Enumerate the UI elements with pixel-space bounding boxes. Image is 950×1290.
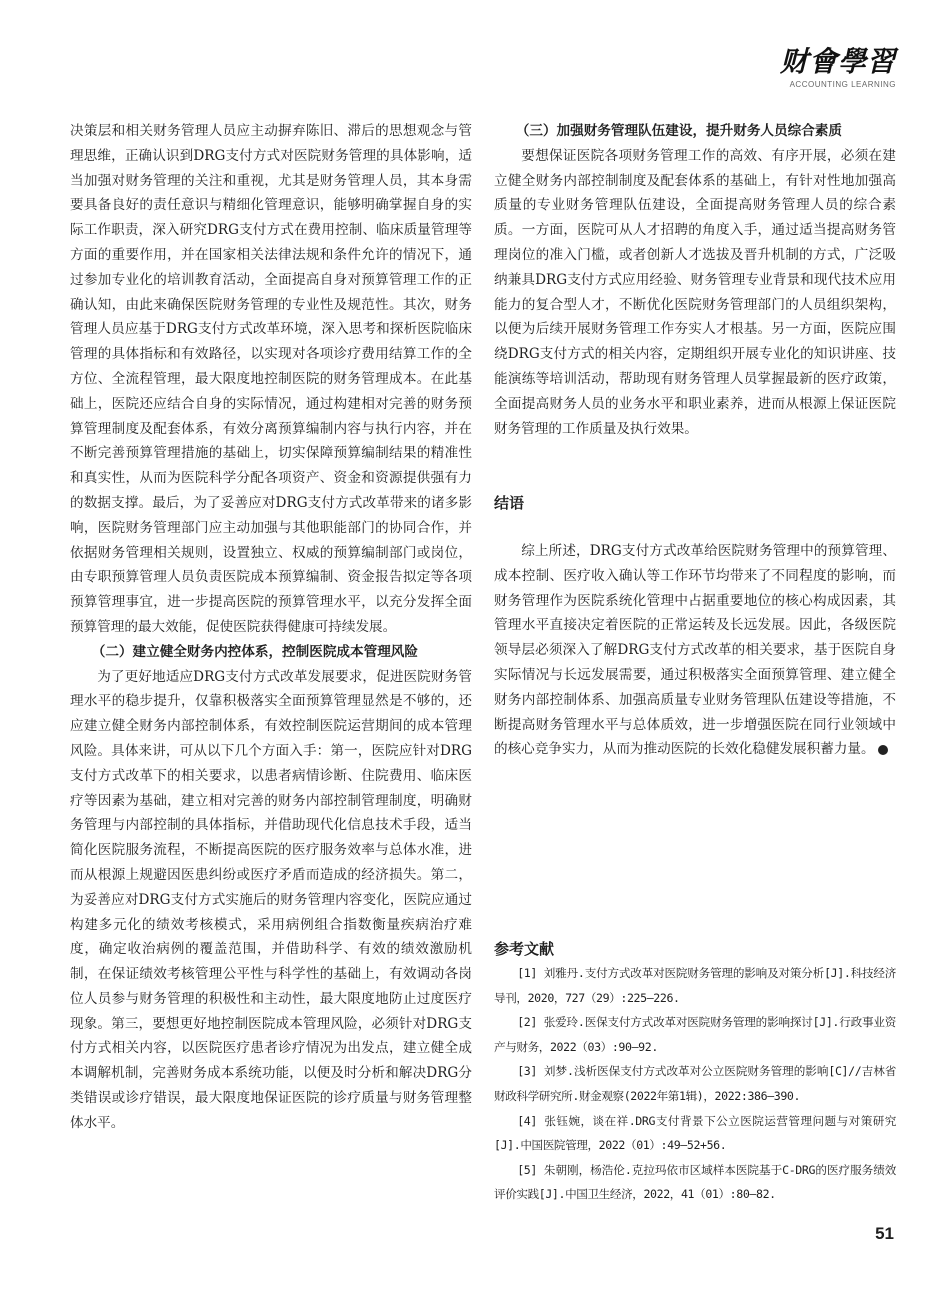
end-of-article-icon [878, 745, 888, 755]
references-section [494, 938, 896, 1207]
conclusion-paragraph [494, 539, 896, 762]
reference-item: [1] 刘雅丹.支付方式改革对医院财务管理的影响及对策分析[J].科技经济导刊，2020，727（29）:225–226. [494, 966, 896, 1005]
reference-item: [2] 张爱玲.医保支付方式改革对医院财务管理的影响探讨[J].行政事业资产与财务，2022（03）:90–92. [494, 1015, 896, 1054]
reference-item: [5] 朱朝刚，杨浩伦.克拉玛依市区域样本医院基于C-DRG的医疗服务绩效评价实践[J].中国卫生经济，2022，41（01）:80–82. [494, 1162, 896, 1202]
section-subheading: （三）加强财务管理队伍建设，提升财务人员综合素质 [515, 123, 842, 139]
references-heading: 参考文献 [494, 940, 555, 958]
journal-masthead [780, 46, 896, 89]
section-subheading: （二）建立健全财务内控体系，控制医院成本管理风险 [91, 643, 418, 660]
reference-item: [3] 刘梦.浅析医保支付方式改革对公立医院财务管理的影响[C]//吉林省财政科学研究所.财金观察(2022年第1辑)，2022:386–390. [494, 1064, 896, 1103]
journal-subtitle: ACCOUNTING LEARNING [789, 80, 896, 89]
conclusion-text: 综上所述，DRG支付方式改革给医院财务管理中的预算管理、成本控制、医疗收入确认等工作环节均带来了不同程度的影响，而财务管理作为医院系统化管理中占据重要地位的核心构成因素，其管理水平直接决定着医院的正常运转及长远发展。因此，各级医院领导层必须深入了解DRG支付方式改革的相关要求，基于医院自身实际情况与长远发展需要，通过积极落实全面预算管理、建立健全财务内部控制体系、加强高质量专业财务管理队伍建设等措施，不断提高财务管理水平与总体质效，进一步增强医院在同行业领域中的核心竞争实力，从而为推动医院的长效化稳健发展积蓄力量。 [494, 543, 896, 758]
page-number: 51 [875, 1224, 894, 1243]
reference-item: [4] 张钰婉，谈在祥.DRG支付背景下公立医院运营管理问题与对策研究[J].中国医院管理，2022（01）:49–52+56. [494, 1113, 896, 1153]
body-paragraph: 要想保证医院各项财务管理工作的高效、有序开展，必须在建立健全财务内部控制制度及配套体系的基础上，有针对性地加强高质量的专业财务管理队伍建设，全面提高财务管理人员的综合素质。一方面，医院可从人才招聘的角度入手，通过适当提高财务管理岗位的准入门槛，或者创新人才选拔及晋升机制的方式，广泛吸纳兼具DRG支付方式应用经验、财务管理专业背景和现代技术应用能力的复合型人才，不断优化医院财务管理部门的人员组织架构，以便为后续开展财务管理工作夯实人才根基。另一方面，医院应围绕DRG支付方式的相关内容，定期组织开展专业化的知识讲座、技能演练等培训活动，帮助现有财务管理人员掌握最新的医疗政策，全面提高财务人员的业务水平和职业素养，进而从根源上保证医院财务管理的工作质量及执行效果。 [494, 147, 896, 437]
journal-title: 财會學習 [779, 45, 896, 78]
right-column [494, 119, 896, 919]
left-column [70, 119, 472, 1136]
body-paragraph: 为了更好地适应DRG支付方式改革发展要求，促进医院财务管理水平的稳步提升，仅靠积极落实全面预算管理显然是不够的，还应建立健全财务内部控制体系，有效控制医院运营期间的成本管理风险。具体来讲，可从以下几个方面入手：第一，医院应针对DRG支付方式改革下的相关要求，以患者病情诊断、住院费用、临床医疗等因素为基础，建立相对完善的财务内部控制管理制度，明确财务管理与内部控制的具体指标，并借助现代化信息技术手段，适当简化医院服务流程，不断提高医院的医疗服务效率与总体水准，进而从根源上规避因医患纠纷或医疗矛盾而造成的经济损失。第二，为妥善应对DRG支付方式实施后的财务管理内容变化，医院应通过构建多元化的绩效考核模式，采用病例组合指数衡量疾病治疗难度，确定收治病例的覆盖范围，并借助科学、有效的绩效激励机制，在保证绩效考核管理公平性与科学性的基础上，有效调动各岗位人员参与财务管理的积极性和主动性，最大限度地防止过度医疗现象。第三，要想更好地控制医院成本管理风险，必须针对DRG支付方式相关内容，以医院医疗患者诊疗情况为出发点，建立健全成本调解机制，完善财务成本系统功能，以便及时分析和解决DRG分类错误或诊疗错误，最大限度地保证医院的诊疗质量与财务管理整体水平。 [70, 668, 472, 1131]
body-paragraph: 决策层和相关财务管理人员应主动摒弃陈旧、滞后的思想观念与管理思维，正确认识到DRG支付方式对医院财务管理的具体影响，适当加强对财务管理的关注和重视，尤其是财务管理人员，其本身需要具备良好的责任意识与精细化管理意识，能够明确掌握自身的实际工作职责，深入研究DRG支付方式在费用控制、临床质量管理等方面的重要作用，并在国家相关法律法规和条件允许的情况下，通过参加专业化的培训教育活动，全面提高自身对预算管理工作的正确认知，由此来确保医院财务管理的专业性及规范性。其次，财务管理人员应基于DRG支付方式改革环境，深入思考和探析医院临床管理的具体指标和有效路径，以实现对各项诊疗费用结算工作的全方位、全流程管理，最大限度地控制医院的财务管理成本。在此基础上，医院还应结合自身的实际情况，通过构建相对完善的财务预算管理制度及配套体系，有效分离预算编制内容与执行内容，并在不断完善预算管理措施的基础上，切实保障预算编制结果的精准性和真实性，从而为医院科学分配各项资产、资金和资源提供强有力的数据支撑。最后，为了妥善应对DRG支付方式改革带来的诸多影响，医院财务管理部门应主动加强与其他职能部门的协同合作，并依据财务管理相关规则，设置独立、权威的预算编制部门或岗位，由专职预算管理人员负责医院成本预算编制、资金报告拟定等各项预算管理事宜，进一步提高医院的预算管理水平，以充分发挥全面预算管理的最大效能，促使医院获得健康可持续发展。 [70, 123, 472, 635]
conclusion-heading: 结语 [494, 494, 525, 512]
